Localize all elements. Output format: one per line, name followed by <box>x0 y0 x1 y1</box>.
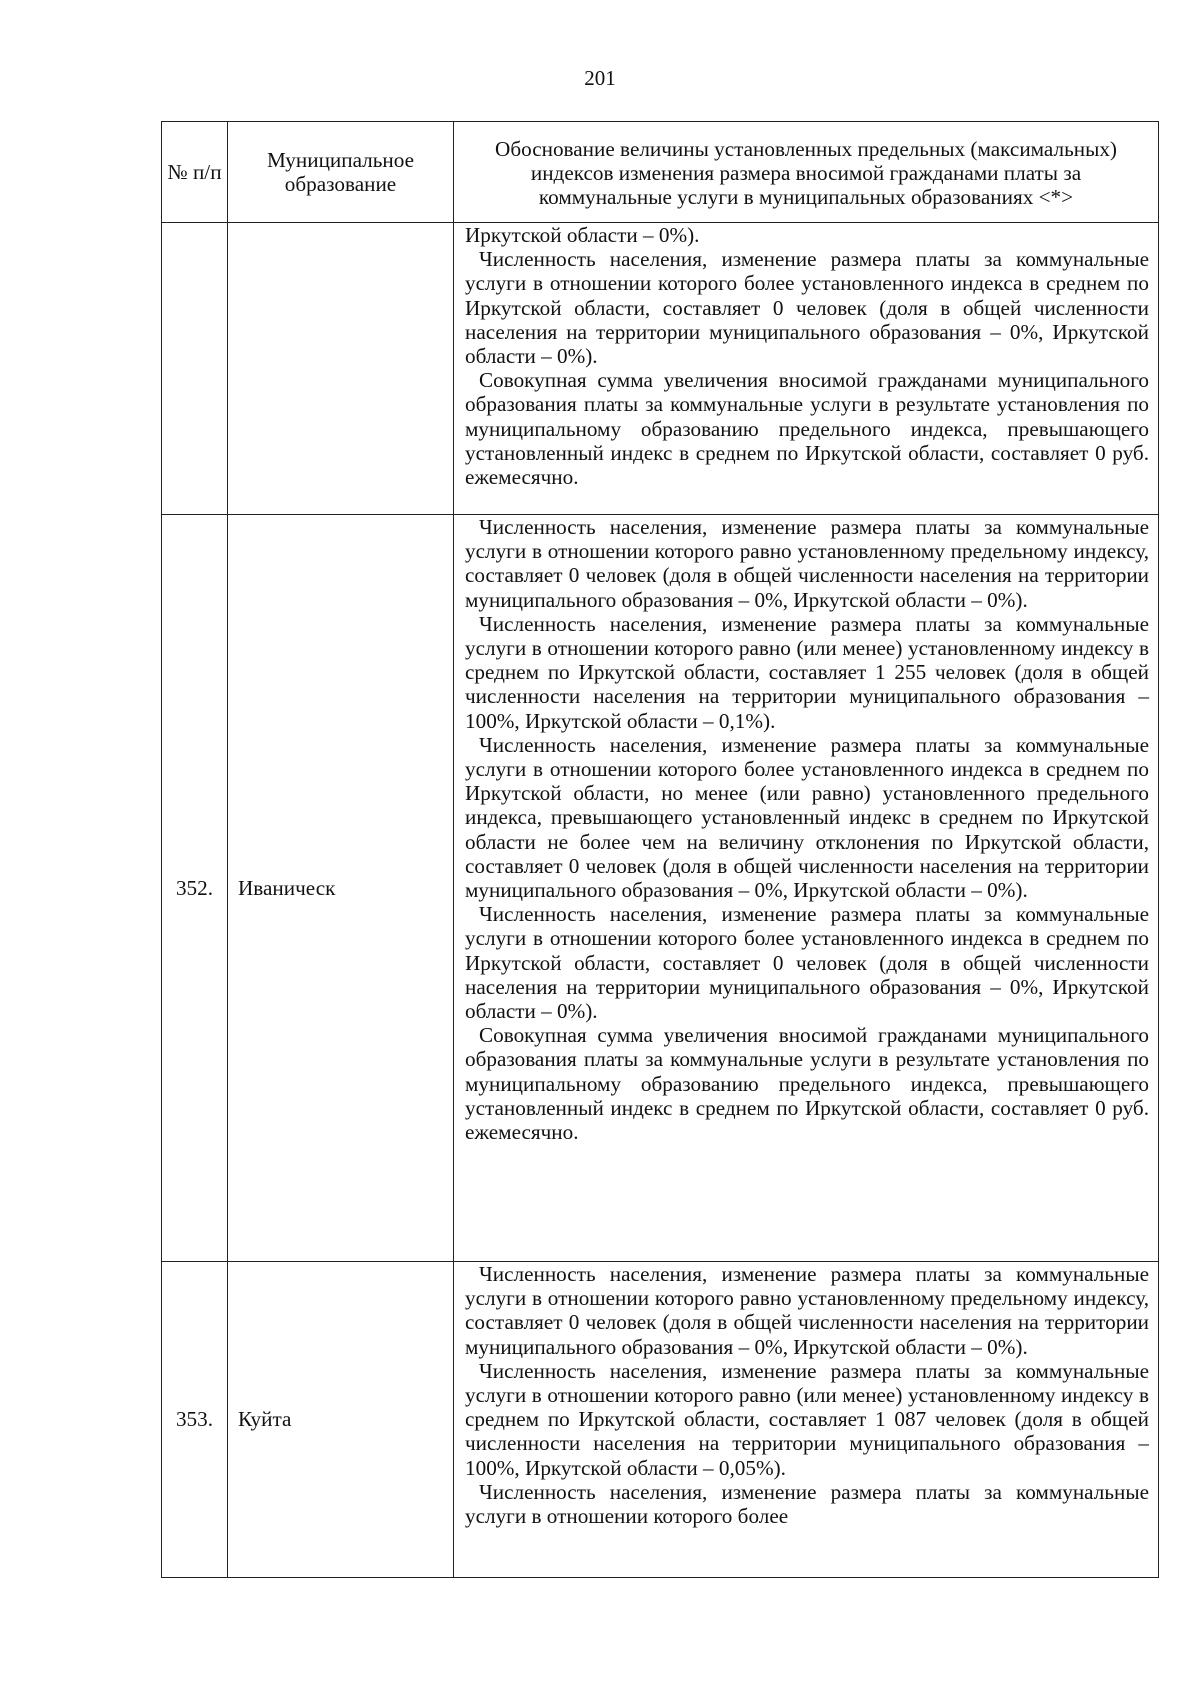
justification-cell <box>454 223 1159 515</box>
municipal-index-table <box>161 121 1159 1578</box>
paragraph: Численность населения, изменение размера платы за коммунальные услуги в отношении которого равно (или менее) установленному индексу в среднем по Иркутской области, составляет 1 255 человек (доля в общей численности населения на территории муниципального образования – 100%, Иркутской области – 0,1%). <box>465 611 1149 733</box>
paragraph: Численность населения, изменение размера платы за коммунальные услуги в отношении которого более <box>465 1479 1149 1529</box>
paragraph: Численность населения, изменение размера платы за коммунальные услуги в отношении которого равно установленному предельному индексу, составляет 0 человек (доля в общей численности населения на территории муниципального образования – 0%, Иркутской области – 0%). <box>465 515 1149 612</box>
table-header-row <box>162 122 1159 223</box>
municipality-name: Куйта <box>228 1262 454 1578</box>
municipality-name <box>228 223 454 515</box>
table-row <box>162 515 1159 1262</box>
paragraph: Совокупная сумма увеличения вносимой гражданами муниципального образования платы за коммунальные услуги в результате установления по муниципальному образованию предельного индекса, превышающего установленный индекс в среднем по Иркутской области, составляет 0 руб. ежемесячно. <box>465 1023 1149 1145</box>
paragraph: Численность населения, изменение размера платы за коммунальные услуги в отношении которого более установленного индекса в среднем по Иркутской области, но менее (или равно) установленного предельного индекса, превышающего установленный индекс в среднем по Иркутской области не более чем на величину отклонения по Иркутской области, составляет 0 человек (доля в общей численности населения на территории муниципального образования – 0%, Иркутской области – 0%). <box>465 732 1149 903</box>
municipality-name: Иваническ <box>228 515 454 1262</box>
paragraph: Совокупная сумма увеличения вносимой гражданами муниципального образования платы за коммунальные услуги в результате установления по муниципальному образованию предельного индекса, превышающего установленный индекс в среднем по Иркутской области, составляет 0 руб. ежемесячно. <box>465 368 1149 490</box>
table-row <box>162 1262 1159 1578</box>
row-number <box>162 223 228 515</box>
row-number: 353. <box>162 1262 228 1578</box>
table-row <box>162 223 1159 515</box>
paragraph: Иркутской области – 0%). <box>465 223 700 247</box>
header-justification: Обоснование величины установленных предельных (максимальных) индексов изменения размера вносимой гражданами платы за коммунальные услуги в муниципальных образованиях <*> <box>454 122 1159 223</box>
page-number: 201 <box>584 66 616 90</box>
paragraph: Численность населения, изменение размера платы за коммунальные услуги в отношении которого равно установленному предельному индексу, составляет 0 человек (доля в общей численности населения на территории муниципального образования – 0%, Иркутской области – 0%). <box>465 1262 1149 1359</box>
paragraph: Численность населения, изменение размера платы за коммунальные услуги в отношении которого более установленного индекса в среднем по Иркутской области, составляет 0 человек (доля в общей численности населения на территории муниципального образования – 0%, Иркутской области – 0%). <box>465 247 1149 369</box>
justification-cell-content <box>465 1262 1149 1577</box>
justification-cell <box>454 515 1159 1262</box>
header-municipality: Муниципальное образование <box>228 122 454 223</box>
row-number: 352. <box>162 515 228 1262</box>
header-num: № п/п <box>162 122 228 223</box>
paragraph: Численность населения, изменение размера платы за коммунальные услуги в отношении которого более установленного индекса в среднем по Иркутской области, составляет 0 человек (доля в общей численности населения на территории муниципального образования – 0%, Иркутской области – 0%). <box>465 902 1149 1024</box>
justification-cell <box>454 1262 1159 1578</box>
paragraph: Численность населения, изменение размера платы за коммунальные услуги в отношении которого равно (или менее) установленному индексу в среднем по Иркутской области, составляет 1 087 человек (доля в общей численности населения на территории муниципального образования – 100%, Иркутской области – 0,05%). <box>465 1358 1149 1480</box>
